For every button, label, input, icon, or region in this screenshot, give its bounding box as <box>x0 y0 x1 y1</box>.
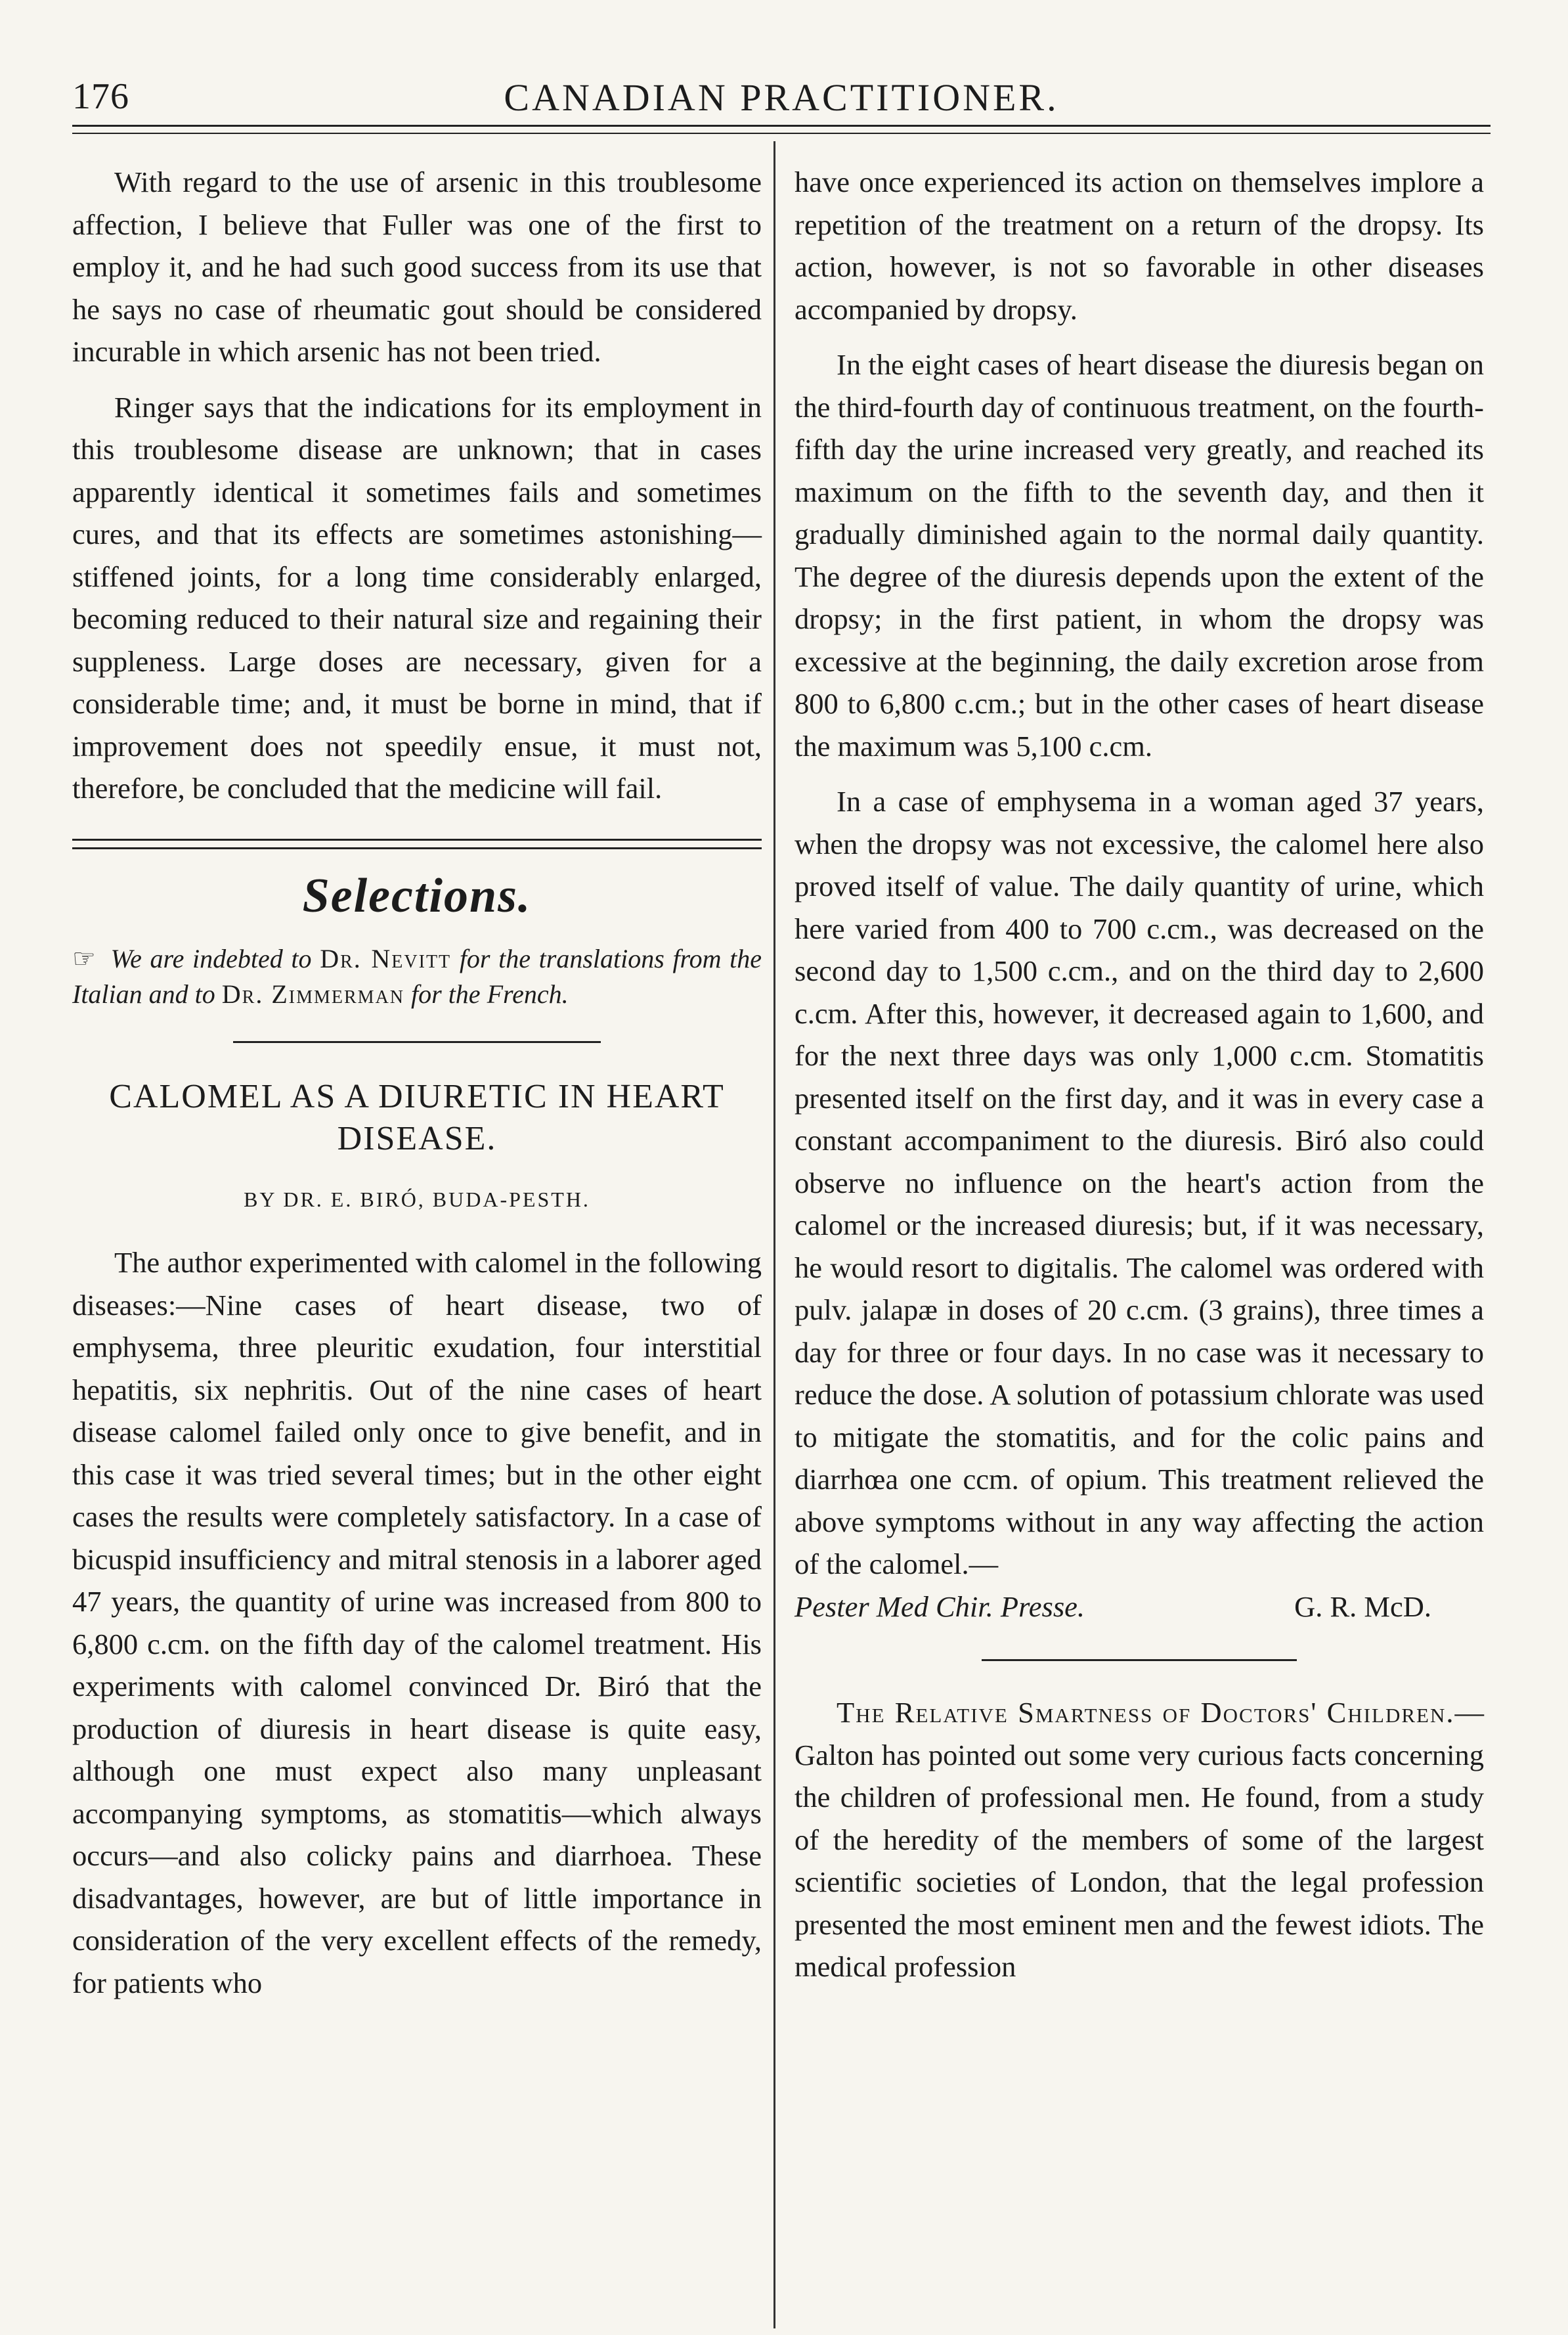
article-separator <box>233 1041 601 1043</box>
pointing-hand-icon: ☞ <box>72 943 96 973</box>
signature-row <box>795 1586 1484 1628</box>
continuation-paragraph-3 <box>795 780 1484 1586</box>
column-divider <box>773 141 775 2328</box>
credit-text-a: We are indebted to <box>110 943 312 973</box>
section-heading: Selections. <box>302 868 532 923</box>
credit-text-b: for the translations from the Italian and to <box>72 943 762 1009</box>
continuation-paragraph-1: have once experienced its action on themselves implore a repetition of the treatment on a return of the dropsy. Its action, however, is not so favorable in other diseases accompanied by dropsy. <box>795 166 1484 326</box>
smartness-text: —Galton has pointed out some very curious facts concerning the children of professional men. He found, from a study of the heredity of the members of some of the largest scientific societies of London, that the legal profession presented the most eminent men and the fewest idiots. The medical profession <box>795 1696 1484 1983</box>
article-title: CALOMEL AS A DIURETIC IN HEART DISEASE. <box>109 1077 725 1157</box>
translation-credit <box>72 941 762 1012</box>
article-separator-2 <box>982 1659 1297 1661</box>
article-byline: BY DR. E. BIRÓ, BUDA-PESTH. <box>244 1187 590 1211</box>
header-rule-top <box>72 125 1491 127</box>
credit-text-c: for the French. <box>411 979 569 1009</box>
left-column <box>72 161 762 2004</box>
arsenic-paragraph-2: Ringer says that the indications for its employment in this troublesome disease are unknown; that in cases apparently identical it sometimes fails and sometimes cures, and that its effects are sometimes astonishing—stiffened joints, for a long time considerably enlarged, becoming reduced to their natural size and regaining their suppleness. Large doses are necessary, given for a considerable time; and, it must be borne in mind, that if improvement does not speedily ensue, it must not, therefore, be concluded that the medicine will fail. <box>72 390 762 805</box>
continuation-paragraph-3-text: In a case of emphysema in a woman aged 37 years, when the dropsy was not excessive, the calomel here also proved itself of value. The daily quantity of urine, which here varied from 400 to 700 c.cm., was decreased on the second day to 1,500 c.cm., and on the third day to 2,600 c.cm. After this, however, it decreased again to 1,600, and for the next three days was only 1,000 c.cm. Stomatitis presented itself on the first day, and it was in every case a constant accompaniment to the diuresis. Biró also could observe no influence on the heart's action from the calomel or the increased diuresis; but, if it was necessary, he would resort to digitalis. The calomel was ordered with pulv. jalapæ in doses of 20 c.cm. (3 grains), three times a day for three or four days. In no case was it necessary to reduce the dose. A solution of potassium chlorate was used to mitigate the stomatitis, and for the colic pains and diarrhœa one ccm. of opium. This treatment relieved the above symptoms without in any way affecting the action of the calomel.— <box>795 785 1484 1580</box>
credit-name-zimmerman: Dr. Zimmerman <box>221 979 405 1009</box>
header-rule-bottom <box>72 133 1491 134</box>
translator-initials: G. R. McD. <box>1294 1590 1431 1623</box>
continuation-paragraph-2: In the eight cases of heart disease the diuresis began on the third-fourth day of continuous treatment, on the fourth-fifth day the urine increased very greatly, and reached its maximum on the fifth to the seventh day, and then it gradually diminished again to the normal daily quantity. The degree of the diuresis depends upon the extent of the dropsy; in the first patient, in whom the dropsy was excessive at the beginning, the daily excretion arose from 800 to 6,800 c.cm.; but in the other cases of heart disease the maximum was 5,100 c.cm. <box>795 348 1484 763</box>
calomel-paragraph-1: The author experimented with calomel in the following diseases:—Nine cases of heart disease, two of emphysema, three pleuritic exudation, four interstitial hepatitis, six nephritis. Out of the nine cases of heart disease calomel failed only once to give benefit, and in this case it was tried several times; but in the other eight cases the results were completely satisfactory. In a case of bicuspid insufficiency and mitral stenosis in a laborer aged 47 years, the quantity of urine was increased from 800 to 6,800 c.cm. on the fifth day of the calomel treatment. His experiments with calomel convinced Dr. Biró that the production of diuresis in heart disease is quite easy, although one must expect also many unpleasant accompanying symptoms, as stomatitis—which always occurs—and also colicky pains and diarrhoea. These disadvantages, however, are but of little importance in consideration of the very excellent effects of the remedy, for patients who <box>72 1246 762 1999</box>
smartness-title: The Relative Smartness of Doctors' Children. <box>837 1696 1455 1729</box>
credit-name-nevitt: Dr. Nevitt <box>320 943 452 973</box>
article-source: Pester Med Chir. Presse. <box>795 1590 1085 1623</box>
smartness-paragraph <box>795 1691 1484 1988</box>
running-title: CANADIAN PRACTITIONER. <box>504 76 1059 119</box>
arsenic-paragraph-1: With regard to the use of arsenic in this troublesome affection, I believe that Fuller was one of the first to employ it, and he had such good success from its use that he says no case of rheumatic gout should be considered incurable in which arsenic has not been tried. <box>72 166 762 368</box>
page-number: 176 <box>72 76 129 117</box>
section-double-rule <box>72 839 762 849</box>
right-column <box>795 161 1484 1988</box>
page-header <box>72 76 1491 128</box>
